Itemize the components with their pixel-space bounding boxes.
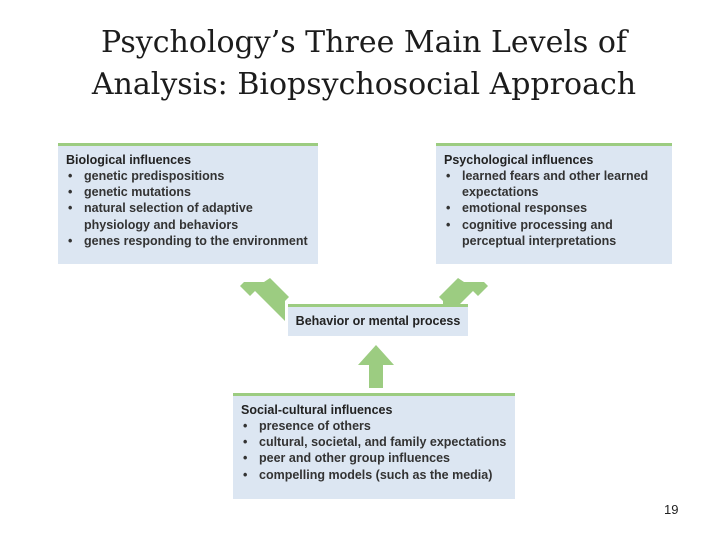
psychological-influences-heading: Psychological influences: [444, 153, 594, 167]
social-cultural-influences-list: [241, 418, 507, 483]
list-item: • learned fears and other learned expectations: [444, 168, 664, 200]
list-item: • natural selection of adaptive physiology and behaviors: [66, 200, 310, 232]
behavior-or-mental-process-box: Behavior or mental process: [288, 304, 468, 336]
social-cultural-influences-box: [233, 393, 515, 499]
list-item: • cultural, societal, and family expectations: [241, 434, 507, 450]
page-number: 19: [664, 502, 679, 517]
list-item: • genes responding to the environment: [66, 233, 310, 249]
biological-arrow: [240, 278, 289, 321]
biological-influences-heading: Biological influences: [66, 153, 192, 167]
list-item: • peer and other group influences: [241, 450, 507, 466]
list-item: • genetic predispositions: [66, 168, 310, 184]
social-cultural-influences-heading: Social-cultural influences: [241, 403, 393, 417]
list-item: • compelling models (such as the media): [241, 467, 507, 483]
slide-title: Psychology’s Three Main Levels of Analysis: Biopsychosocial Approach: [91, 25, 637, 102]
list-item: • emotional responses: [444, 200, 664, 216]
social-cultural-arrow: [358, 345, 394, 388]
list-item: • genetic mutations: [66, 184, 310, 200]
list-item: • cognitive processing and perceptual interpretations: [444, 217, 664, 249]
list-item: • presence of others: [241, 418, 507, 434]
